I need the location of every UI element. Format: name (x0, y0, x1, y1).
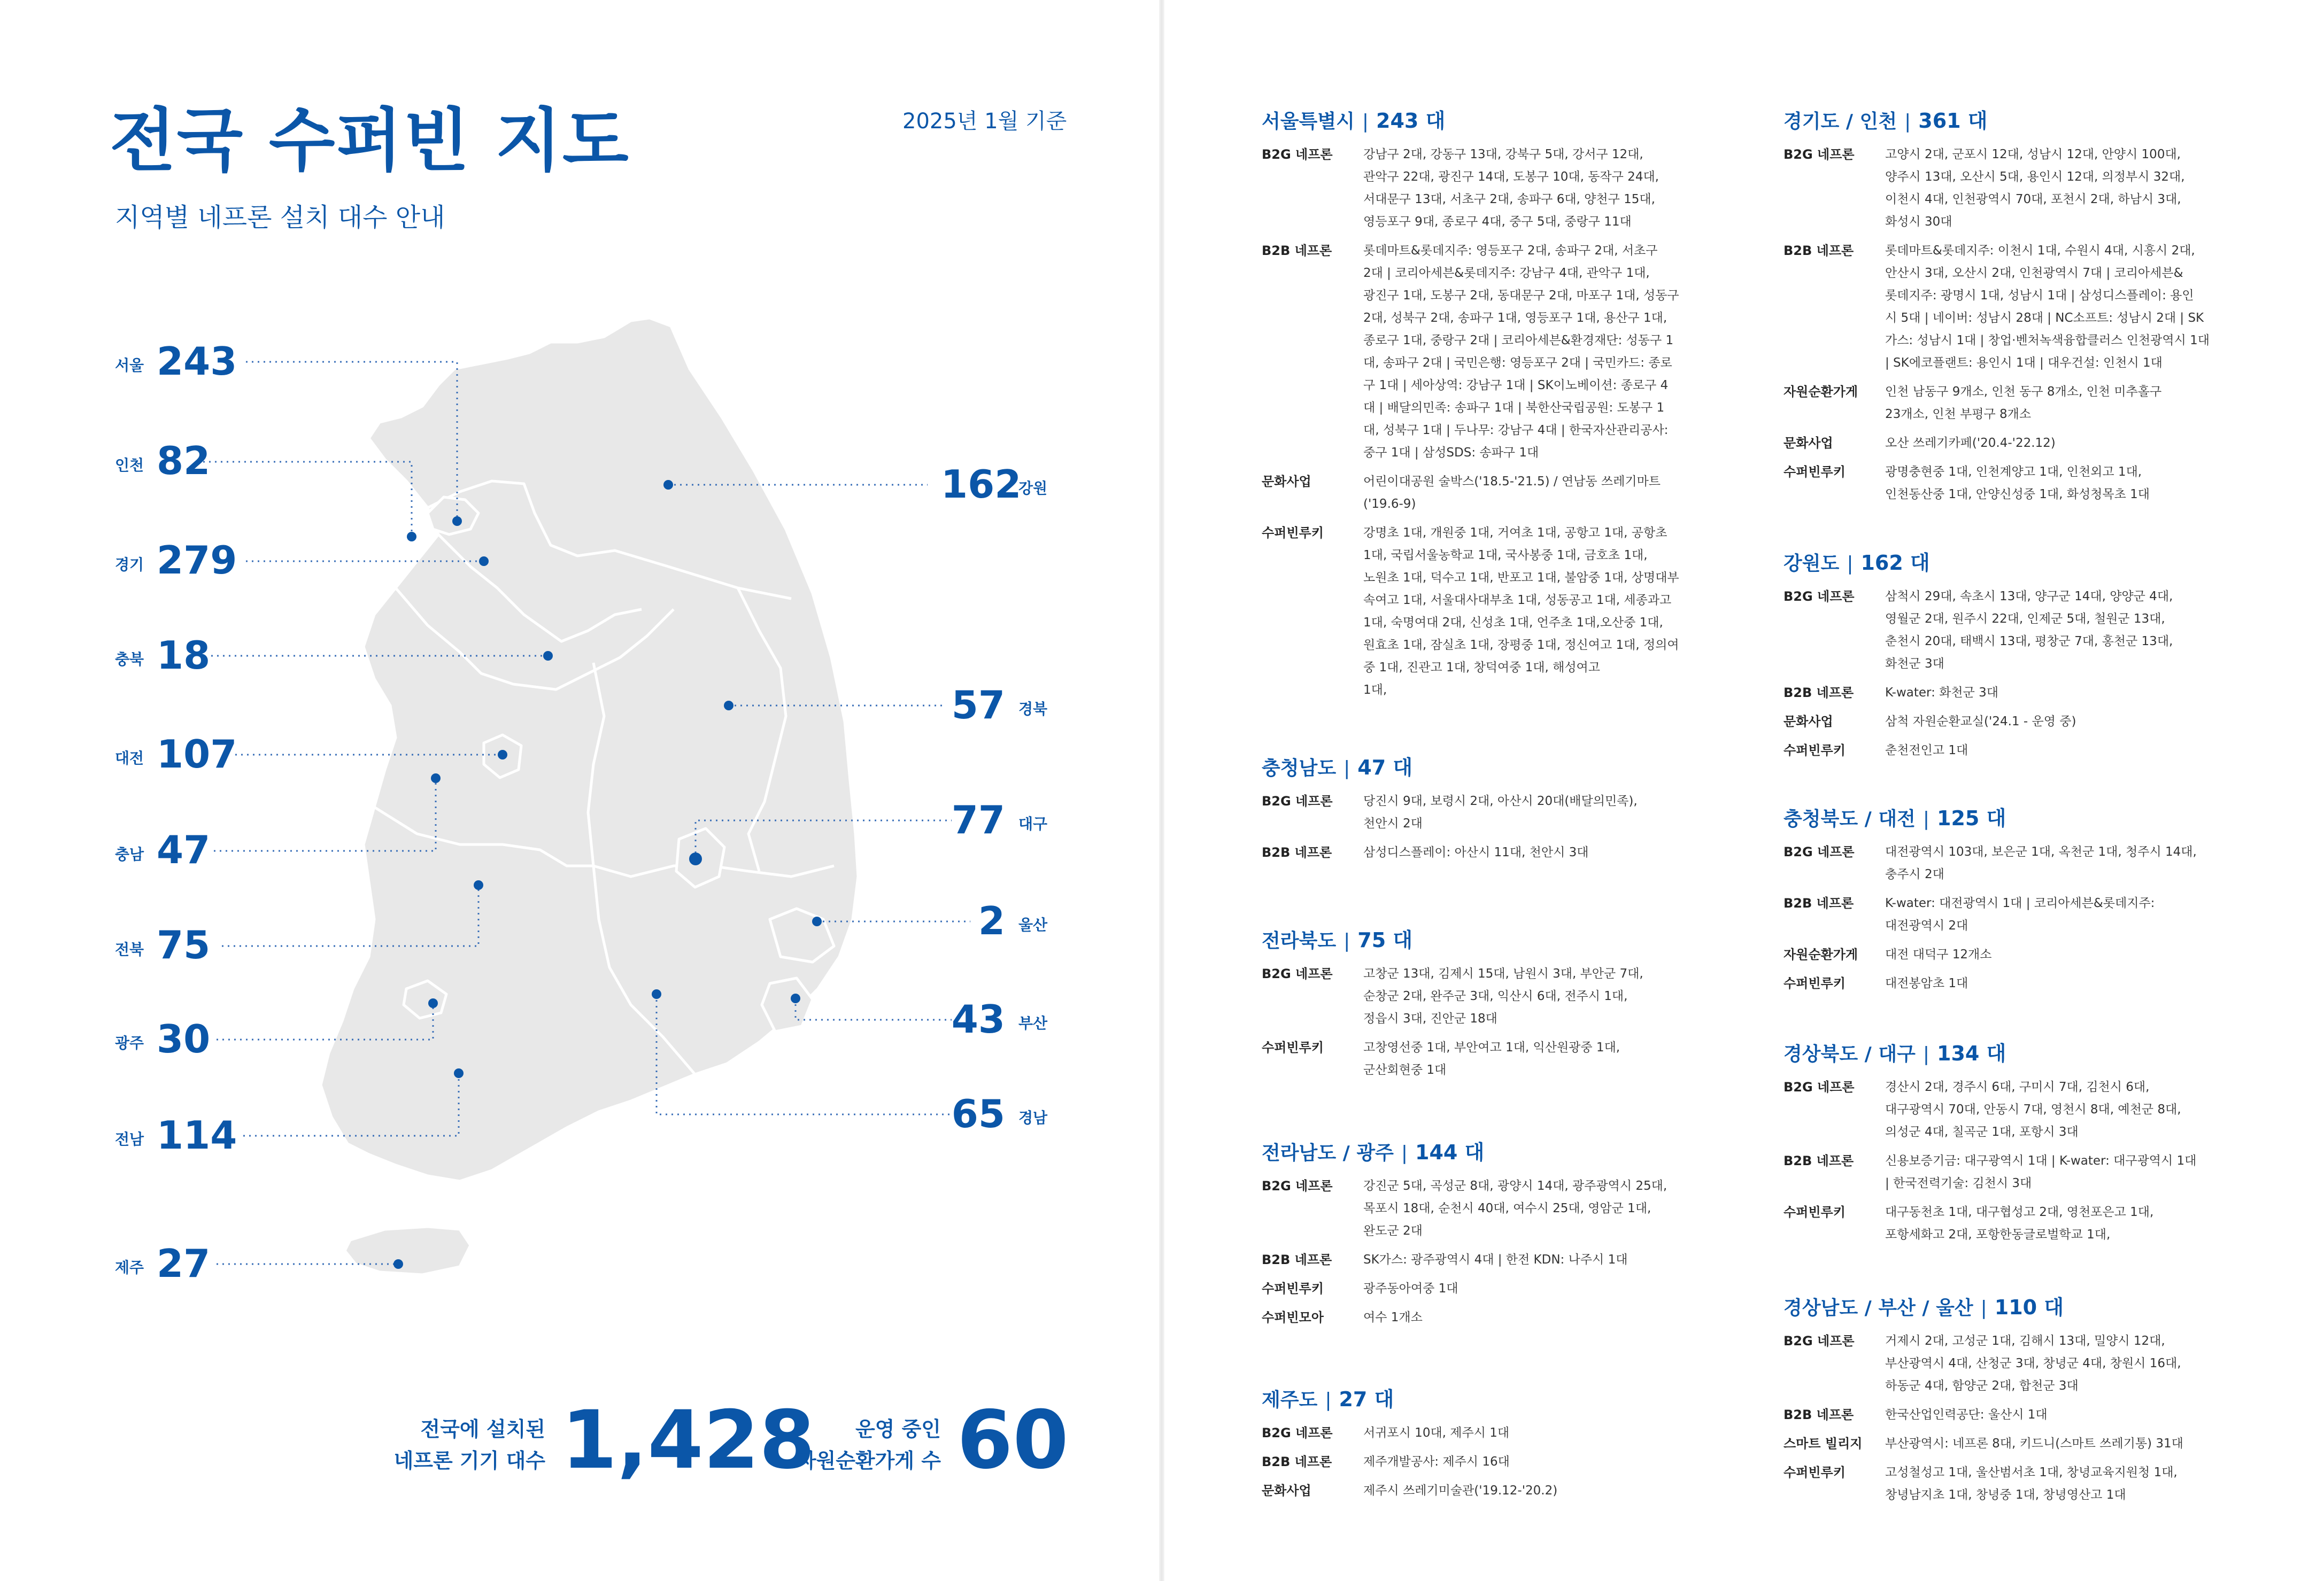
section-gangwon (1783, 546, 2243, 768)
row-category: 수퍼빈루키 (1262, 1281, 1324, 1296)
row-details (1885, 585, 2173, 675)
row-detail-line: 고성철성고 1대, 울산범서초 1대, 창녕교육지원청 1대, (1885, 1466, 2178, 1479)
row-detail-line: 롯데마트&롯데지주: 이천시 1대, 수원시 4대, 시흥시 2대, (1885, 244, 2195, 258)
section-title-divider: | (1980, 1297, 1987, 1319)
row-details (1363, 963, 1643, 1030)
region-label-jeonbuk: 전북 (115, 941, 144, 958)
section-row (1783, 1201, 2243, 1246)
row-detail-line: 대전봉암초 1대 (1885, 976, 1968, 990)
row-detail-line: ('19.6-9) (1363, 497, 1416, 511)
row-category: B2B 네프론 (1262, 1252, 1332, 1267)
row-details (1363, 470, 1661, 515)
date-label: 2025년 1월 기준 (902, 109, 1067, 134)
row-detail-line: 안산시 3대, 오산시 2대, 인천광역시 7대 | 코리아세븐& (1885, 266, 2183, 280)
section-region-name: 제주도 (1262, 1389, 1318, 1411)
row-detail-line: 서대문구 13대, 서초구 2대, 송파구 6대, 양천구 15대, (1363, 192, 1655, 206)
row-category: 수퍼빈루키 (1262, 525, 1324, 540)
row-detail-line: 의성군 4대, 칠곡군 1대, 포항시 3대 (1885, 1125, 2079, 1139)
section-row (1783, 143, 2243, 233)
section-region-name: 서울특별시 (1262, 111, 1355, 133)
region-label-chungbuk: 충북 (115, 650, 144, 668)
row-detail-line: 롯데마트&롯데지주: 영등포구 2대, 송파구 2대, 서초구 (1363, 244, 1658, 258)
korea-map (0, 0, 1160, 1581)
row-detail-line: 하동군 4대, 함양군 2대, 합천군 3대 (1885, 1379, 2079, 1393)
section-count: 361 대 (1918, 109, 1988, 133)
section-row (1262, 470, 1716, 515)
section-row (1783, 585, 2243, 675)
section-row (1262, 1277, 1716, 1300)
row-detail-line: 대, 성북구 1대 | 두나무: 강남구 4대 | 한국자산관리공사: (1363, 423, 1669, 437)
row-details (1885, 461, 2150, 506)
region-count-seoul: 243 (157, 339, 237, 384)
row-detail-line: 신용보증기금: 대구광역시 1대 | K-water: 대구광역시 1대 (1885, 1154, 2197, 1168)
row-details (1363, 841, 1588, 864)
total-devices-label (331, 1414, 545, 1477)
row-category: B2G 네프론 (1783, 1080, 1855, 1095)
row-details (1885, 943, 1991, 966)
row-detail-line: 영등포구 9대, 종로구 4대, 중구 5대, 중랑구 11대 (1363, 215, 1632, 229)
row-detail-line: 관악구 22대, 광진구 14대, 도봉구 10대, 동작구 24대, (1363, 170, 1659, 184)
row-detail-line: 강남구 2대, 강동구 13대, 강북구 5대, 강서구 12대, (1363, 148, 1643, 161)
section-row (1783, 710, 2243, 733)
section-gyeongbuk-daegu (1783, 1037, 2243, 1252)
section-title (1783, 1037, 2243, 1066)
page-subtitle: 지역별 네프론 설치 대수 안내 (115, 203, 445, 232)
region-count-jeonbuk: 75 (157, 923, 211, 967)
row-category: B2G 네프론 (1262, 966, 1333, 981)
row-category: B2B 네프론 (1262, 1454, 1332, 1469)
section-title (1262, 1383, 1716, 1412)
section-region-name: 경상북도 / 대구 (1783, 1043, 1916, 1065)
row-details (1885, 1150, 2196, 1195)
row-detail-line: 창녕남지초 1대, 창녕중 1대, 창녕영산고 1대 (1885, 1488, 2126, 1502)
section-title-divider: | (1344, 930, 1350, 952)
row-detail-line: 고창영선중 1대, 부안여고 1대, 익산원광중 1대, (1363, 1041, 1620, 1055)
region-label-daegu: 대구 (1018, 815, 1048, 833)
row-detail-line: 시 5대 | 네이버: 성남시 28대 | NC소프트: 성남시 2대 | SK (1885, 311, 2204, 325)
row-category: 수퍼빈루키 (1783, 976, 1846, 991)
section-region-name: 경기도 / 인천 (1783, 111, 1897, 133)
row-detail-line: 광명충현중 1대, 인천계양고 1대, 인천외고 1대, (1885, 465, 2142, 479)
circular-stores-label-line2: 자원순환가게 수 (796, 1448, 941, 1472)
row-detail-line: 군산회현중 1대 (1363, 1063, 1447, 1077)
row-detail-line: | 한국전력기술: 김천시 3대 (1885, 1176, 2032, 1190)
region-count-chungbuk: 18 (157, 633, 211, 678)
section-region-name: 경상남도 / 부산 / 울산 (1783, 1297, 1973, 1319)
circular-stores-value: 60 (957, 1394, 1069, 1487)
row-detail-line: 중구 1대 | 삼성SDS: 송파구 1대 (1363, 446, 1539, 460)
section-title (1783, 546, 2243, 576)
region-count-gwangju: 30 (157, 1017, 211, 1061)
row-category: B2B 네프론 (1783, 685, 1854, 700)
section-row (1262, 1306, 1716, 1329)
section-title (1262, 1136, 1716, 1165)
row-detail-line: 부산광역시 4대, 산청군 3대, 창녕군 4대, 창원시 16대, (1885, 1357, 2181, 1370)
row-details (1885, 681, 1998, 704)
row-detail-line: 노원초 1대, 덕수고 1대, 반포고 1대, 불암중 1대, 상명대부 (1363, 571, 1679, 585)
section-row (1783, 432, 2243, 454)
section-row (1262, 1451, 1716, 1473)
region-label-jeju: 제주 (115, 1259, 144, 1276)
section-count: 75 대 (1357, 928, 1413, 952)
row-details (1363, 239, 1679, 464)
row-detail-line: 경산시 2대, 경주시 6대, 구미시 7대, 김천시 6대, (1885, 1080, 2150, 1094)
section-count: 134 대 (1937, 1042, 2006, 1065)
row-details (1363, 143, 1659, 233)
section-seoul (1262, 104, 1716, 708)
region-label-chungnam: 충남 (115, 846, 144, 863)
row-details (1885, 710, 2076, 733)
row-details (1885, 841, 2197, 886)
section-title (1262, 924, 1716, 953)
row-category: B2G 네프론 (1262, 794, 1333, 809)
region-count-gyeongnam: 65 (951, 1091, 1005, 1136)
row-category: B2B 네프론 (1262, 243, 1332, 258)
row-category: 수퍼빈모아 (1262, 1310, 1324, 1325)
row-detail-line: 부산광역시: 네프론 8대, 키드니(스마트 쓰레기통) 31대 (1885, 1437, 2183, 1451)
section-title (1783, 1291, 2243, 1320)
section-row (1262, 1479, 1716, 1502)
section-gyeongnam-busan-ulsan (1783, 1291, 2243, 1513)
row-detail-line: 충주시 2대 (1885, 867, 1944, 881)
row-detail-line: 제주시 쓰레기미술관('19.12-'20.2) (1363, 1484, 1558, 1498)
row-details (1885, 972, 1968, 995)
section-count: 243 대 (1376, 109, 1446, 133)
section-jeonnam-gwangju (1262, 1136, 1716, 1335)
row-detail-line: 강진군 5대, 곡성군 8대, 광양시 14대, 광주광역시 25대, (1363, 1179, 1667, 1193)
section-title-divider: | (1904, 111, 1911, 133)
section-row (1783, 972, 2243, 995)
row-category: 수퍼빈루키 (1783, 743, 1846, 758)
row-detail-line: 거제시 2대, 고성군 1대, 김해시 13대, 밀양시 12대, (1885, 1334, 2165, 1348)
page-title: 전국 수퍼빈 지도 (110, 101, 630, 181)
region-count-daegu: 77 (951, 797, 1005, 842)
section-row (1262, 239, 1716, 464)
row-detail-line: 고양시 2대, 군포시 12대, 성남시 12대, 안양시 100대, (1885, 148, 2181, 161)
right-page (1163, 0, 2324, 1581)
row-detail-line: 대구광역시 70대, 안동시 7대, 영천시 8대, 예천군 8대, (1885, 1103, 2181, 1117)
section-row (1783, 1461, 2243, 1506)
row-detail-line: 완도군 2대 (1363, 1224, 1423, 1238)
row-detail-line: 강명초 1대, 개원중 1대, 거여초 1대, 공항고 1대, 공항초 (1363, 526, 1667, 540)
section-row (1783, 1330, 2243, 1397)
row-detail-line: 삼척시 29대, 속초시 13대, 양구군 14대, 양양군 4대, (1885, 590, 2173, 603)
row-detail-line: 춘천시 20대, 태백시 13대, 평창군 7대, 홍천군 13대, (1885, 634, 2173, 648)
region-label-busan: 부산 (1018, 1014, 1048, 1032)
row-details (1363, 1036, 1620, 1081)
row-detail-line: 롯데지주: 광명시 1대, 성남시 1대 | 삼성디스플레이: 용인 (1885, 289, 2194, 303)
row-detail-line: 당진시 9대, 보령시 2대, 아산시 20대(배달의민족), (1363, 794, 1638, 808)
section-jeonbuk (1262, 924, 1716, 1088)
row-details (1363, 1479, 1557, 1502)
row-detail-line: 순창군 2대, 완주군 3대, 익산시 6대, 전주시 1대, (1363, 989, 1628, 1003)
section-region-name: 전라남도 / 광주 (1262, 1142, 1394, 1164)
row-detail-line: 이천시 4대, 인천광역시 70대, 포천시 2대, 하남시 3대, (1885, 192, 2181, 206)
row-category: B2G 네프론 (1783, 589, 1855, 604)
region-count-gyeongbuk: 57 (951, 683, 1005, 727)
row-detail-line: 종로구 1대, 중랑구 2대 | 코리아세븐&환경재단: 성동구 1 (1363, 334, 1674, 347)
row-details (1363, 1422, 1509, 1444)
section-region-name: 전라북도 (1262, 930, 1337, 952)
row-detail-line: 천안시 2대 (1363, 817, 1423, 831)
section-row (1783, 239, 2243, 374)
row-detail-line: 춘천전인고 1대 (1885, 743, 1968, 757)
section-title-divider: | (1325, 1389, 1332, 1411)
section-count: 125 대 (1937, 807, 2006, 830)
row-category: B2G 네프론 (1783, 1334, 1855, 1348)
section-row (1783, 681, 2243, 704)
row-details (1363, 1451, 1510, 1473)
section-row (1262, 1422, 1716, 1444)
row-details (1885, 432, 2056, 454)
row-category: B2G 네프론 (1262, 147, 1333, 162)
section-count: 47 대 (1357, 756, 1413, 779)
section-row (1783, 1150, 2243, 1195)
row-details (1885, 381, 2161, 425)
region-count-chungnam: 47 (157, 827, 211, 872)
section-region-name: 충청남도 (1262, 757, 1337, 779)
row-details (1885, 1076, 2181, 1143)
row-category: 문화사업 (1783, 714, 1833, 729)
row-details (1363, 522, 1679, 701)
row-details (1885, 143, 2185, 233)
row-details (1363, 790, 1638, 835)
row-category: 수퍼빈루키 (1783, 464, 1846, 479)
region-label-seoul: 서울 (115, 356, 144, 374)
row-category: 자원순환가게 (1783, 947, 1858, 962)
section-row (1783, 1432, 2243, 1455)
section-title (1783, 802, 2243, 831)
region-count-daejeon: 107 (157, 732, 237, 777)
row-detail-line: SK가스: 광주광역시 4대 | 한전 KDN: 나주시 1대 (1363, 1253, 1628, 1267)
row-detail-line: 구 1대 | 세아상역: 강남구 1대 | SK이노베이션: 종로구 4 (1363, 378, 1669, 392)
row-detail-line: K-water: 대전광역시 1대 | 코리아세븐&롯데지주: (1885, 896, 2155, 910)
region-count-gangwon: 162 (941, 462, 1022, 507)
section-title-divider: | (1922, 808, 1930, 830)
section-row (1262, 963, 1716, 1030)
total-devices-label-line1: 전국에 설치된 (420, 1417, 545, 1441)
region-count-gyeonggi: 279 (157, 538, 237, 583)
section-row (1262, 522, 1716, 701)
row-category: B2B 네프론 (1783, 1407, 1854, 1422)
row-detail-line: 광진구 1대, 도봉구 2대, 동대문구 2대, 마포구 1대, 성동구 (1363, 289, 1679, 303)
region-label-gwangju: 광주 (115, 1034, 144, 1052)
section-row (1262, 1036, 1716, 1081)
section-row (1262, 841, 1716, 864)
row-detail-line: 속여고 1대, 서울대사대부초 1대, 성동공고 1대, 세종과고 (1363, 593, 1672, 607)
section-row (1262, 1249, 1716, 1271)
row-details (1363, 1249, 1627, 1271)
section-title-divider: | (1344, 757, 1350, 779)
row-detail-line: 어린이대공원 술박스('18.5-'21.5) / 연남동 쓰레기마트 (1363, 475, 1661, 489)
row-detail-line: 삼성디스플레이: 아산시 11대, 천안시 3대 (1363, 846, 1589, 859)
section-row (1262, 1175, 1716, 1242)
region-label-jeonnam: 전남 (115, 1130, 144, 1148)
row-detail-line: 정읍시 3대, 진안군 18대 (1363, 1012, 1497, 1026)
section-chungbuk-daejeon (1783, 802, 2243, 1001)
row-category: B2B 네프론 (1783, 243, 1854, 258)
section-count: 144 대 (1415, 1141, 1485, 1164)
row-detail-line: 광주동아여중 1대 (1363, 1282, 1458, 1296)
section-row (1783, 739, 2243, 762)
row-category: B2B 네프론 (1262, 845, 1332, 860)
section-title (1262, 751, 1716, 780)
row-details (1885, 739, 1968, 762)
row-details (1885, 1404, 2048, 1426)
row-category: B2G 네프론 (1262, 1425, 1333, 1440)
row-details (1885, 1201, 2153, 1246)
section-row (1783, 381, 2243, 425)
row-detail-line: 인천동산중 1대, 안양신성중 1대, 화성청목초 1대 (1885, 487, 2150, 501)
row-detail-line: 원효초 1대, 잠실초 1대, 장평중 1대, 정신여고 1대, 정의여 (1363, 638, 1679, 652)
region-label-gyeongbuk: 경북 (1018, 700, 1048, 718)
region-count-busan: 43 (951, 997, 1005, 1042)
row-category: 문화사업 (1262, 474, 1311, 489)
section-row (1783, 1404, 2243, 1426)
row-category: 문화사업 (1783, 436, 1833, 451)
section-gyeonggi-incheon (1783, 104, 2243, 512)
row-category: 수퍼빈루키 (1783, 1205, 1846, 1220)
row-detail-line: 고창군 13대, 김제시 15대, 남원시 3대, 부안군 7대, (1363, 967, 1643, 981)
row-detail-line: 23개소, 인천 부평구 8개소 (1885, 407, 2032, 421)
row-category: 문화사업 (1262, 1483, 1311, 1498)
region-label-incheon: 인천 (115, 456, 144, 474)
region-count-ulsan: 2 (978, 898, 1005, 943)
row-detail-line: 대전광역시 103대, 보은군 1대, 옥천군 1대, 청주시 14대, (1885, 845, 2197, 859)
row-detail-line: 오산 쓰레기카페('20.4-'22.12) (1885, 436, 2056, 450)
section-row (1783, 841, 2243, 886)
row-category: B2B 네프론 (1783, 1153, 1854, 1168)
region-label-daejeon: 대전 (115, 749, 144, 767)
section-row (1262, 143, 1716, 233)
row-detail-line: 한국산업인력공단: 울산시 1대 (1885, 1408, 2048, 1422)
row-category: B2G 네프론 (1783, 844, 1855, 859)
total-devices-value: 1,428 (561, 1394, 815, 1487)
row-detail-line: 2대, 성북구 2대, 송파구 1대, 영등포구 1대, 용산구 1대, (1363, 311, 1667, 325)
circular-stores-label (727, 1414, 941, 1477)
section-count: 110 대 (1994, 1296, 2064, 1319)
row-detail-line: 삼척 자원순환교실('24.1 - 운영 중) (1885, 715, 2076, 728)
row-detail-line: | SK에코플랜트: 용인시 1대 | 대우건설: 인천시 1대 (1885, 356, 2163, 370)
row-detail-line: 서귀포시 10대, 제주시 1대 (1363, 1426, 1510, 1440)
row-details (1885, 1432, 2183, 1455)
row-details (1885, 1461, 2178, 1506)
region-count-jeju: 27 (157, 1241, 211, 1286)
region-label-gangwon: 강원 (1018, 479, 1048, 497)
row-details (1885, 1330, 2181, 1397)
region-label-gyeongnam: 경남 (1018, 1109, 1048, 1127)
row-detail-line: 중 1대, 진관고 1대, 창덕여중 1대, 해성여고 (1363, 661, 1600, 675)
section-region-name: 충청북도 / 대전 (1783, 808, 1916, 830)
row-detail-line: 대, 송파구 2대 | 국민은행: 영등포구 2대 | 국민카드: 종로 (1363, 356, 1672, 370)
region-count-incheon: 82 (157, 438, 211, 483)
section-region-name: 강원도 (1783, 553, 1840, 575)
section-title-divider: | (1362, 111, 1369, 133)
row-details (1885, 892, 2155, 937)
section-row (1783, 1076, 2243, 1143)
left-page (0, 0, 1160, 1581)
region-label-gyeonggi: 경기 (115, 556, 144, 574)
row-detail-line: 1대, 국립서울농학교 1대, 국사봉중 1대, 금호초 1대, (1363, 548, 1648, 562)
section-count: 27 대 (1339, 1388, 1394, 1411)
row-category: 자원순환가게 (1783, 384, 1858, 399)
row-detail-line: 2대 | 코리아세븐&롯데지주: 강남구 4대, 관악구 1대, (1363, 266, 1650, 280)
row-details (1885, 239, 2210, 374)
row-detail-line: K-water: 화천군 3대 (1885, 686, 1998, 700)
row-detail-line: 가스: 성남시 1대 | 창업·벤처녹색융합클러스 인천광역시 1대 (1885, 334, 2210, 347)
jeju-shape (345, 1227, 470, 1275)
section-row (1262, 790, 1716, 835)
section-jeju (1262, 1383, 1716, 1508)
section-row (1783, 943, 2243, 966)
row-detail-line: 대 | 배달의민족: 송파구 1대 | 북한산국립공원: 도봉구 1 (1363, 401, 1665, 415)
region-label-ulsan: 울산 (1018, 916, 1048, 934)
row-detail-line: 1대, 숙명여대 2대, 신성초 1대, 언주초 1대,오산중 1대, (1363, 616, 1663, 630)
row-category: 수퍼빈루키 (1783, 1465, 1846, 1480)
row-detail-line: 화성시 30대 (1885, 215, 1952, 229)
row-category: B2G 네프론 (1783, 147, 1855, 162)
row-detail-line: 대구동천초 1대, 대구협성고 2대, 영천포은고 1대, (1885, 1205, 2154, 1219)
row-category: B2B 네프론 (1783, 896, 1854, 911)
section-title-divider: | (1401, 1142, 1408, 1164)
row-details (1363, 1277, 1458, 1300)
row-detail-line: 여수 1개소 (1363, 1311, 1423, 1324)
row-category: B2G 네프론 (1262, 1179, 1333, 1194)
row-detail-line: 대전광역시 2대 (1885, 919, 1968, 933)
section-chungnam (1262, 751, 1716, 870)
section-title (1783, 104, 2243, 134)
section-row (1783, 461, 2243, 506)
row-detail-line: 포항세화고 2대, 포항한동글로벌학교 1대, (1885, 1228, 2111, 1242)
row-category: 스마트 빌리지 (1783, 1436, 1863, 1451)
row-detail-line: 인천 남동구 9개소, 인천 동구 8개소, 인천 미추홀구 (1885, 385, 2162, 399)
row-detail-line: 제주개발공사: 제주시 16대 (1363, 1455, 1510, 1469)
section-count: 162 대 (1860, 551, 1930, 575)
row-category: 수퍼빈루키 (1262, 1040, 1324, 1055)
section-title-divider: | (1847, 553, 1854, 575)
row-detail-line: 영월군 2대, 원주시 22대, 인제군 5대, 철원군 13대, (1885, 612, 2165, 626)
section-title (1262, 104, 1716, 134)
row-detail-line: 목포시 18대, 순천시 40대, 여수시 25대, 영암군 1대, (1363, 1202, 1651, 1215)
row-detail-line: 양주시 13대, 오산시 5대, 용인시 12대, 의정부시 32대, (1885, 170, 2185, 184)
row-details (1363, 1306, 1423, 1329)
region-count-jeonnam: 114 (157, 1113, 237, 1158)
circular-stores-label-line1: 운영 중인 (855, 1417, 941, 1441)
section-row (1783, 892, 2243, 937)
row-detail-line: 화천군 3대 (1885, 657, 1944, 671)
total-devices-label-line2: 네프론 기기 대수 (393, 1448, 545, 1472)
row-details (1363, 1175, 1667, 1242)
row-detail-line: 1대, (1363, 683, 1387, 697)
section-title-divider: | (1922, 1043, 1930, 1065)
row-detail-line: 대전 대덕구 12개소 (1885, 948, 1992, 962)
